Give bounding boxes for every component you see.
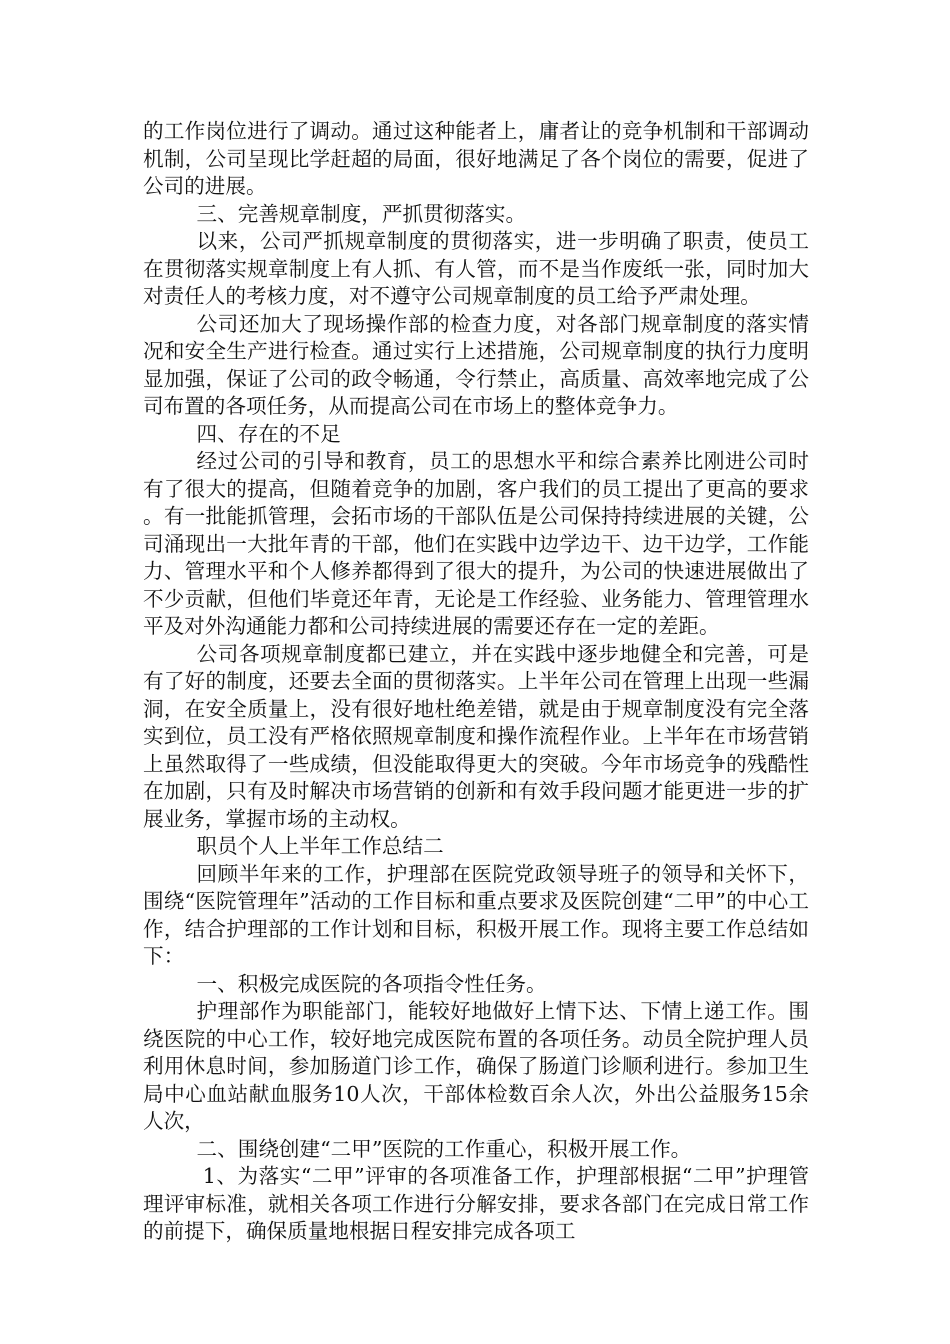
paragraph-rules-enforcement: 以来，公司严抓规章制度的贯彻落实，进一步明确了职责，使员工在贯彻落实规章制度上有人抓、有人管，而不是当作废纸一张，同时加大对责任人的考核力度，对不遵守公司规章制度的员工给予严肃处理。 <box>143 229 809 308</box>
document-page <box>143 118 809 1246</box>
section-title-summary-two: 职员个人上半年工作总结二 <box>196 834 444 858</box>
paragraph-directive-tasks: 护理部作为职能部门，能较好地做好上情下达、下情上递工作。围绕医院的中心工作，较好地完成医院布置的各项任务。动员全院护理人员利用休息时间，参加肠道门诊工作，确保了肠道门诊顺利进行。参加卫生局中心血站献血服务10人次，干部体检数百余人次，外出公益服务15余人次， <box>143 999 809 1133</box>
heading-second-class-hospital: 二、围绕创建“二甲”医院的工作重心，积极开展工作。 <box>196 1136 692 1161</box>
heading-rules-enforcement: 三、完善规章制度，严抓贯彻落实。 <box>196 201 527 226</box>
paragraph-evaluation-preparation: 1、为落实“二甲”评审的各项准备工作，护理部根据“二甲”护理管理评审标准，就相关各项工作进行分解安排，要求各部门在完成日常工作的前提下，确保质量地根据日程安排完成各项工 <box>143 1164 809 1243</box>
paragraph-nursing-review: 回顾半年来的工作，护理部在医院党政领导班子的领导和关怀下，围绕“医院管理年”活动的工作目标和重点要求及医院创建“二甲”的中心工作，结合护理部的工作计划和目标，积极开展工作。现将主要工作总结如下： <box>143 861 809 968</box>
heading-shortcomings: 四、存在的不足 <box>196 421 341 446</box>
paragraph-site-inspection: 公司还加大了现场操作部的检查力度，对各部门规章制度的落实情况和安全生产进行检查。通过实行上述措施，公司规章制度的执行力度明显加强，保证了公司的政令畅通，令行禁止，高质量、高效率地完成了公司布置的各项任务，从而提高公司在市场上的整体竞争力。 <box>143 311 809 418</box>
heading-directive-tasks: 一、积极完成医院的各项指令性任务。 <box>196 971 547 996</box>
paragraph-rules-gaps: 公司各项规章制度都已建立，并在实践中逐步地健全和完善，可是有了好的制度，还要去全面的贯彻落实。上半年公司在管理上出现一些漏洞，在安全质量上，没有很好地杜绝差错，就是由于规章制度没有完全落实到位，员工没有严格依照规章制度和操作流程作业。上半年在市场营销上虽然取得了一些成绩，但没能取得更大的突破。今年市场竞争的残酷性在加剧，只有及时解决市场营销的创新和有效手段问题才能更进一步的扩展业务，掌握市场的主动权。 <box>143 641 809 831</box>
paragraph-personnel-adjustment: 的工作岗位进行了调动。通过这种能者上，庸者让的竞争机制和干部调动机制，公司呈现比学赶超的局面，很好地满足了各个岗位的需要，促进了公司的进展。 <box>143 119 809 198</box>
paragraph-staff-development: 经过公司的引导和教育，员工的思想水平和综合素养比刚进公司时有了很大的提高，但随着竞争的加剧，客户我们的员工提出了更高的要求。有一批能抓管理，会拓市场的干部队伍是公司保持持续进展的关键，公司涌现出一大批年青的干部，他们在实践中边学边干、边干边学，工作能力、管理水平和个人修养都得到了很大的提升，为公司的快速进展做出了不少贡献，但他们毕竟还年青，无论是工作经验、业务能力、管理管理水平及对外沟通能力都和公司持续进展的需要还存在一定的差距。 <box>143 449 809 638</box>
